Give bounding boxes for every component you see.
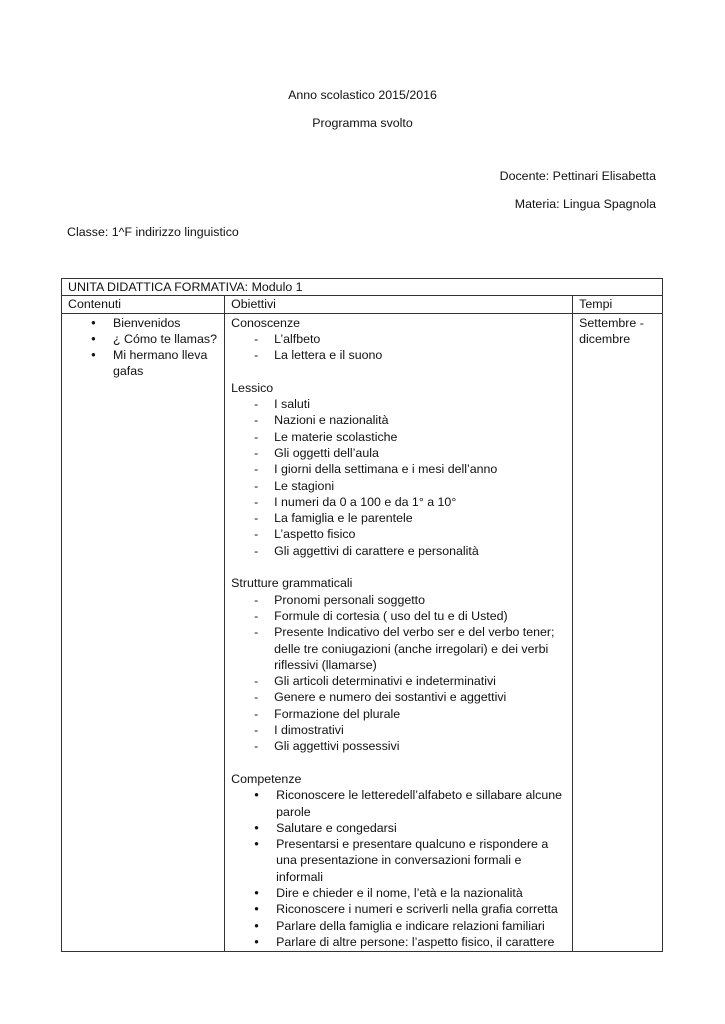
- strutture-title: Strutture grammaticali: [231, 576, 353, 591]
- list-item: - Gli oggetti dell’aula: [274, 445, 572, 461]
- list-item: - La lettera e il suono: [274, 347, 572, 363]
- list-item: ● Riconoscere le letteredell’alfabeto e sillabare alcune parole: [276, 787, 562, 820]
- list-item: ● Mi hermano lleva gafas: [113, 347, 208, 380]
- lessico-list: [231, 396, 572, 559]
- obiettivi-cell: [225, 313, 573, 951]
- list-item: ● Presentarsi e presentare qualcuno e rispondere a una presentazione in conversazioni formali e informali: [276, 836, 552, 885]
- list-item: ● Parlare della famiglia e indicare relazioni familiari: [276, 918, 572, 934]
- list-item: - I saluti: [274, 396, 572, 412]
- competenze-list: [231, 787, 572, 950]
- tempi-value: Settembre - dicembre: [579, 315, 644, 346]
- conoscenze-list: [231, 331, 572, 364]
- program-table: [61, 278, 663, 952]
- list-item: ● Parlare di altre persone: l’aspetto fisico, il carattere: [276, 934, 572, 950]
- table-title: UNITA DIDATTICA FORMATIVA: Modulo 1: [62, 279, 663, 296]
- list-item: - La famiglia e le parentele: [274, 510, 572, 526]
- list-item: ● Bienvenidos: [113, 315, 224, 331]
- list-item: ● Dire e chieder e il nome, l’età e la nazionalità: [276, 885, 572, 901]
- list-item: - Genere e numero dei sostantivi e aggettivi: [274, 689, 572, 705]
- list-item: - Formule di cortesia ( uso del tu e di Usted): [274, 608, 572, 624]
- list-item: - Nazioni e nazionalità: [274, 412, 572, 428]
- tempi-cell: [573, 313, 663, 951]
- strutture-list: [231, 592, 572, 755]
- program-title: Programma svolto: [312, 116, 413, 130]
- contenuti-list: [68, 315, 224, 380]
- list-item: ● ¿ Cómo te llamas?: [113, 331, 224, 347]
- school-year: Anno scolastico 2015/2016: [288, 88, 437, 102]
- list-item: ● Riconoscere i numeri e scriverli nella grafia corretta: [276, 901, 572, 917]
- list-item: - Gli aggettivi di carattere e personalità: [274, 543, 572, 559]
- list-item: - I dimostrativi: [274, 722, 572, 738]
- contenuti-cell: [62, 313, 225, 951]
- header-tempi: Tempi: [573, 296, 663, 313]
- header-contenuti: Contenuti: [62, 296, 225, 313]
- list-item: - Pronomi personali soggetto: [274, 592, 572, 608]
- list-item: - I numeri da 0 a 100 e da 1° a 10°: [274, 494, 572, 510]
- header-obiettivi: Obiettivi: [225, 296, 573, 313]
- subject: Materia: Lingua Spagnola: [514, 197, 656, 211]
- list-item: - Le materie scolastiche: [274, 429, 572, 445]
- list-item: - Gli aggettivi possessivi: [274, 738, 572, 754]
- list-item: - L’alfbeto: [274, 331, 572, 347]
- list-item: - I giorni della settimana e i mesi dell’anno: [274, 461, 572, 477]
- conoscenze-title: Conoscenze: [231, 315, 301, 330]
- list-item: - Gli articoli determinativi e indeterminativi: [274, 673, 572, 689]
- competenze-title: Competenze: [231, 771, 302, 786]
- list-item: - Formazione del plurale: [274, 706, 572, 722]
- list-item: - Presente Indicativo del verbo ser e del verbo tener; delle tre coniugazioni (anche irregolari) e dei verbi riflessivi (llamarse): [274, 624, 559, 673]
- list-item: ● Salutare e congedarsi: [276, 820, 572, 836]
- lessico-title: Lessico: [231, 380, 274, 395]
- class: Classe: 1^F indirizzo linguistico: [67, 225, 239, 239]
- list-item: - L’aspetto fisico: [274, 526, 572, 542]
- list-item: - Le stagioni: [274, 478, 572, 494]
- teacher: Docente: Pettinari Elisabetta: [499, 169, 656, 183]
